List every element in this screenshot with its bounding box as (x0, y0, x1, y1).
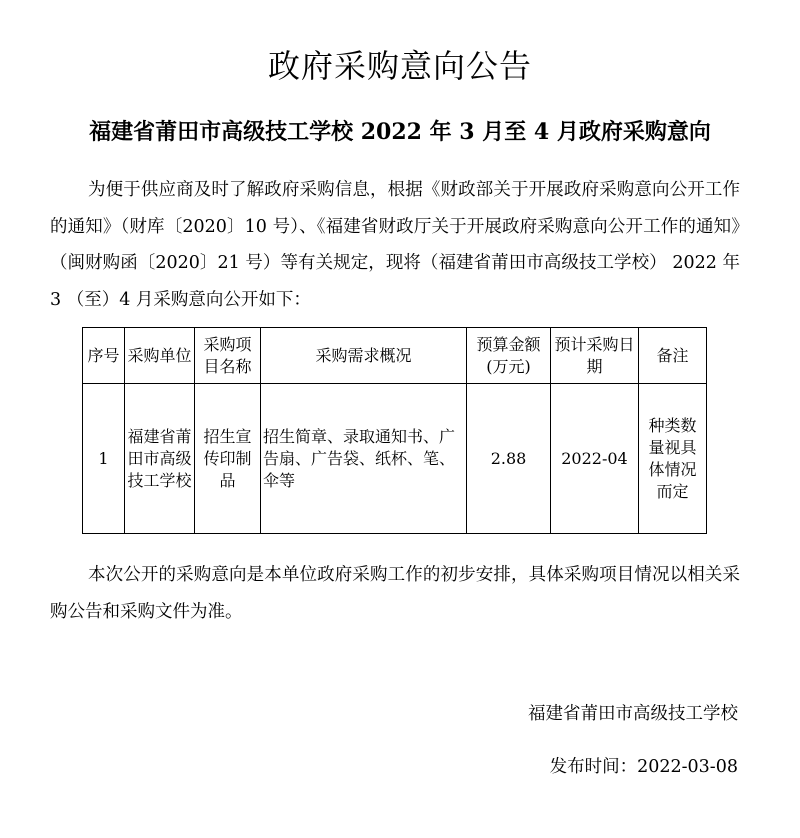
col-header-unit: 采购单位 (125, 328, 195, 384)
page-title: 政府采购意向公告 (267, 47, 532, 85)
cell-remark: 种类数量视具体情况而定 (639, 384, 707, 534)
col-header-date: 预计采购日期 (551, 328, 639, 384)
col-header-budget: 预算金额(万元) (467, 328, 551, 384)
table-row (83, 384, 707, 534)
procurement-table (82, 327, 707, 534)
col-header-no: 序号 (83, 328, 125, 384)
cell-date: 2022-04 (551, 384, 639, 534)
col-header-project: 采购项目名称 (195, 328, 261, 384)
page-subtitle: 福建省莆田市高级技工学校 2022 年 3 月至 4 月政府采购意向 (89, 119, 711, 145)
publish-date: 发布时间：2022-03-08 (549, 757, 738, 777)
col-header-remark: 备注 (639, 328, 707, 384)
table-header-row (83, 328, 707, 384)
col-header-requirement: 采购需求概况 (261, 328, 467, 384)
cell-no: 1 (83, 384, 125, 534)
intro-paragraph: 为便于供应商及时了解政府采购信息，根据《财政部关于开展政府采购意向公开工作的通知》（财库〔2020〕10 号）、《福建省财政厅关于开展政府采购意向公开工作的通知》（闽财购函〔2020〕21 号）等有关规定，现将（福建省莆田市高级技工学校） 2022 年 3 （至）4 月采购意向公开如下： (50, 180, 740, 310)
cell-budget: 2.88 (467, 384, 551, 534)
closing-paragraph: 本次公开的采购意向是本单位政府采购工作的初步安排，具体采购项目情况以相关采购公告和采购文件为准。 (50, 565, 740, 622)
signature: 福建省莆田市高级技工学校 (528, 704, 738, 724)
cell-unit: 福建省莆田市高级技工学校 (125, 384, 195, 534)
cell-project: 招生宣传印制品 (195, 384, 261, 534)
cell-requirement: 招生简章、录取通知书、广告扇、广告袋、纸杯、笔、伞等 (261, 384, 467, 534)
